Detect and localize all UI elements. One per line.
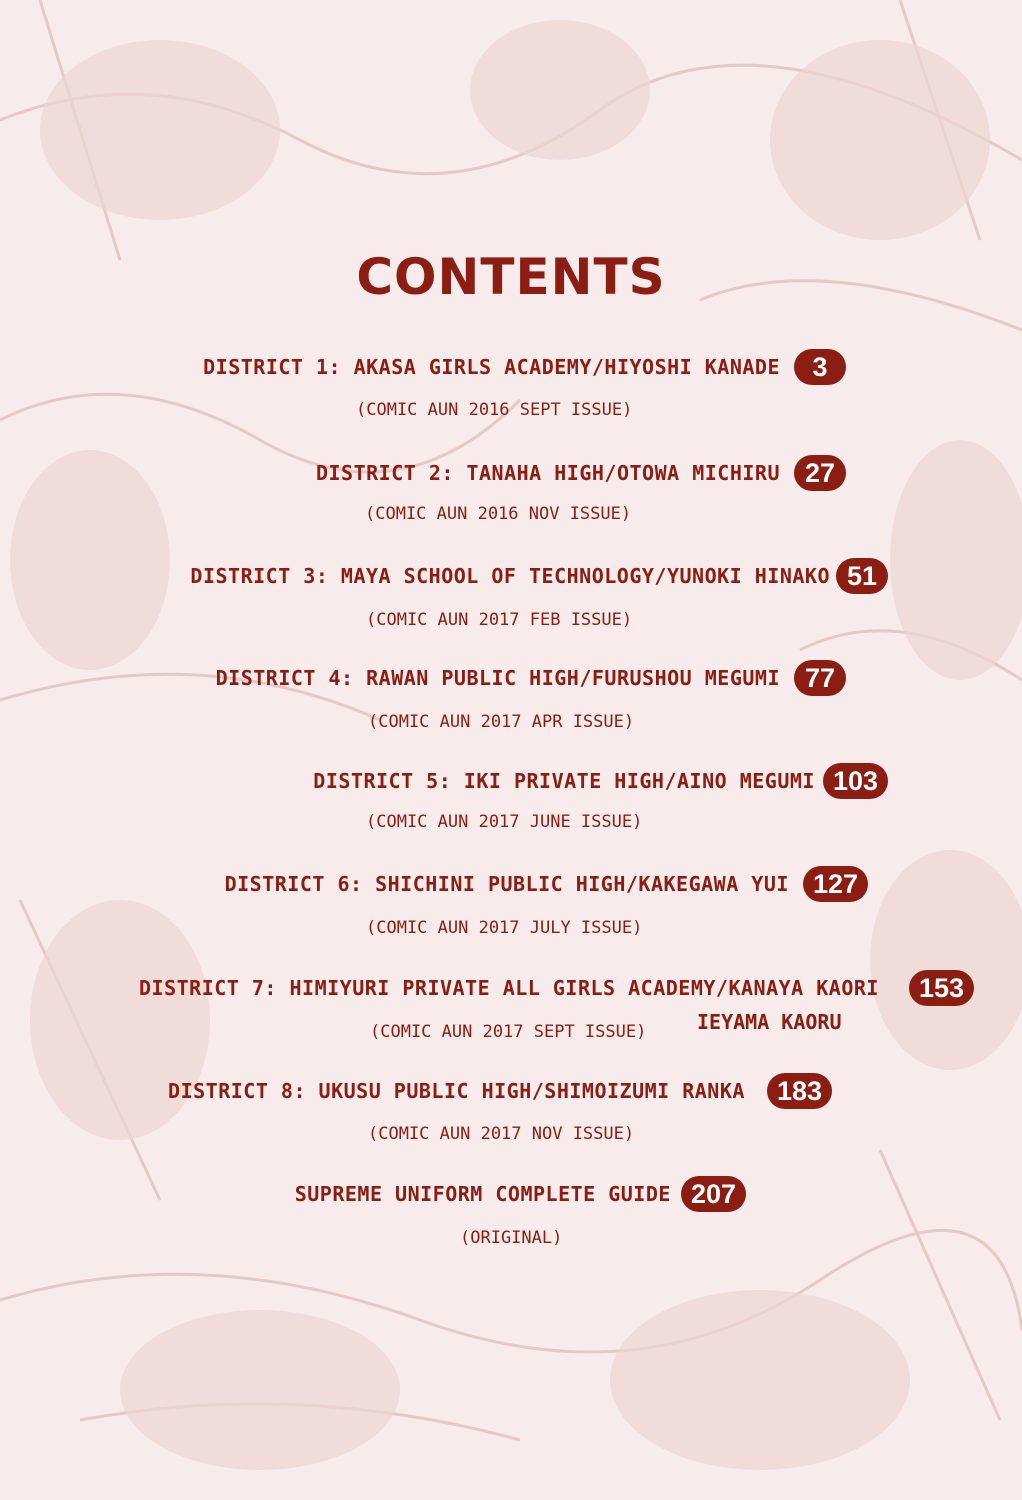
entry-source: (COMIC AUN 2017 JULY ISSUE) — [366, 918, 643, 938]
page-number-badge: 3 — [794, 349, 846, 385]
entry-title: DISTRICT 6: SHICHINI PUBLIC HIGH/KAKEGAWA YUI — [224, 872, 789, 896]
toc-entry-7[interactable] — [139, 968, 974, 1008]
entry-title: DISTRICT 4: RAWAN PUBLIC HIGH/FURUSHOU MEGUMI — [215, 666, 780, 690]
entry-source: (COMIC AUN 2016 NOV ISSUE) — [365, 504, 632, 524]
entry-source: (COMIC AUN 2017 APR ISSUE) — [368, 712, 635, 732]
page-number-badge: 27 — [794, 455, 846, 491]
toc-entry-2[interactable] — [316, 453, 846, 493]
toc-entry-1[interactable] — [203, 347, 846, 387]
entry-title: SUPREME UNIFORM COMPLETE GUIDE — [294, 1182, 671, 1206]
entry-source: (COMIC AUN 2017 FEB ISSUE) — [366, 610, 633, 630]
entry-title: DISTRICT 3: MAYA SCHOOL OF TECHNOLOGY/YUNOKI HINAKO — [190, 564, 830, 588]
entry-title: DISTRICT 5: IKI PRIVATE HIGH/AINO MEGUMI — [313, 769, 815, 793]
toc-entry-9[interactable] — [295, 1174, 746, 1214]
toc-entry-3[interactable] — [190, 556, 888, 596]
entry-title: DISTRICT 2: TANAHA HIGH/OTOWA MICHIRU — [315, 461, 780, 485]
toc-entry-6[interactable] — [225, 864, 868, 904]
toc-entry-8[interactable] — [168, 1071, 832, 1111]
page-number-badge: 183 — [767, 1073, 832, 1109]
entry-source: (COMIC AUN 2017 NOV ISSUE) — [368, 1124, 635, 1144]
page-number-badge: 51 — [836, 558, 888, 594]
page-number-badge: 153 — [909, 970, 974, 1006]
page-number-badge: 207 — [681, 1176, 746, 1212]
page-title: CONTENTS — [356, 248, 666, 306]
entry-source: (COMIC AUN 2017 SEPT ISSUE) — [370, 1022, 647, 1042]
entry-source: (COMIC AUN 2016 SEPT ISSUE) — [356, 400, 633, 420]
page-number-badge: 77 — [794, 660, 846, 696]
entry-source: (COMIC AUN 2017 JUNE ISSUE) — [366, 812, 643, 832]
page-number-badge: 103 — [823, 763, 888, 799]
page-number-badge: 127 — [803, 866, 868, 902]
toc-entry-5[interactable] — [313, 761, 888, 801]
entry-title: DISTRICT 7: HIMIYURI PRIVATE ALL GIRLS ACADEMY/KANAYA KAORI — [139, 976, 879, 1000]
entry-title: DISTRICT 1: AKASA GIRLS ACADEMY/HIYOSHI KANADE — [203, 355, 780, 379]
entry-title: DISTRICT 8: UKUSU PUBLIC HIGH/SHIMOIZUMI RANKA — [168, 1079, 745, 1103]
entry-source: (ORIGINAL) — [460, 1228, 563, 1248]
toc-entry-4[interactable] — [216, 658, 846, 698]
entry-extra-author: IEYAMA KAORU — [697, 1010, 842, 1034]
